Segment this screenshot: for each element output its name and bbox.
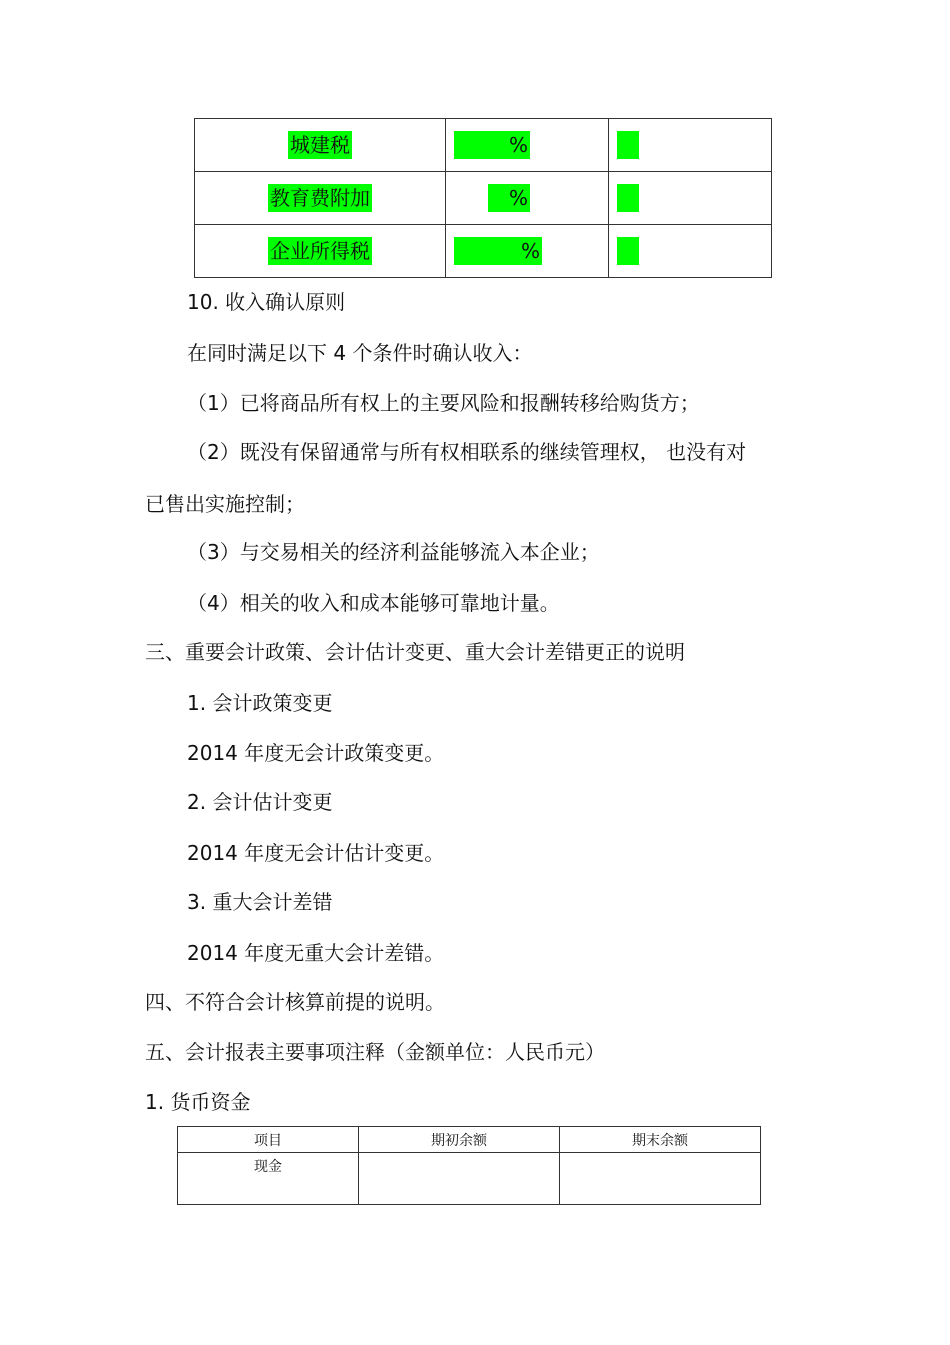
cash-funds-table [177,1126,761,1205]
table-cell-item: 现金 [178,1153,359,1205]
paragraph: 2014 年度无重大会计差错。 [187,941,445,965]
highlight-mark [617,237,639,265]
subheading: 1. 会计政策变更 [187,691,333,715]
table-row [195,119,772,172]
section-10-heading: 10. 收入确认原则 [187,290,346,314]
table-row [195,225,772,278]
section-4-heading: 四、不符合会计核算前提的说明。 [145,990,445,1014]
tax-rate: % [454,237,542,265]
subheading: 1. 货币资金 [145,1090,251,1114]
table-row [195,172,772,225]
paragraph: 2014 年度无会计估计变更。 [187,841,445,865]
table-row [178,1153,761,1205]
section-10-intro: 在同时满足以下 4 个条件时确认收入： [187,341,533,365]
highlight-mark [617,184,639,212]
condition-item: 已售出实施控制； [145,492,305,516]
subheading: 3. 重大会计差错 [187,890,333,914]
section-3-heading: 三、重要会计政策、会计估计变更、重大会计差错更正的说明 [145,640,685,664]
tax-rate: % [454,131,530,159]
column-header: 期初余额 [359,1127,560,1153]
tax-name: 教育费附加 [270,186,370,210]
column-header: 项目 [178,1127,359,1153]
table-cell-opening [359,1153,560,1205]
tax-name: 企业所得税 [270,239,370,263]
condition-item: （1）已将商品所有权上的主要风险和报酬转移给购货方； [187,391,700,415]
condition-item: （2）既没有保留通常与所有权相联系的继续管理权， 也没有对 [187,440,747,464]
table-header-row [178,1127,761,1153]
paragraph: 2014 年度无会计政策变更。 [187,741,445,765]
column-header: 期末余额 [560,1127,761,1153]
table-cell-closing [560,1153,761,1205]
tax-name: 城建税 [290,133,350,157]
section-5-heading: 五、会计报表主要事项注释（金额单位：人民币元） [145,1040,605,1064]
subheading: 2. 会计估计变更 [187,790,333,814]
highlight-mark [617,131,639,159]
tax-rate: % [488,184,530,212]
tax-rate-table [194,118,772,278]
condition-item: （3）与交易相关的经济利益能够流入本企业； [187,540,600,564]
condition-item: （4）相关的收入和成本能够可靠地计量。 [187,591,560,615]
